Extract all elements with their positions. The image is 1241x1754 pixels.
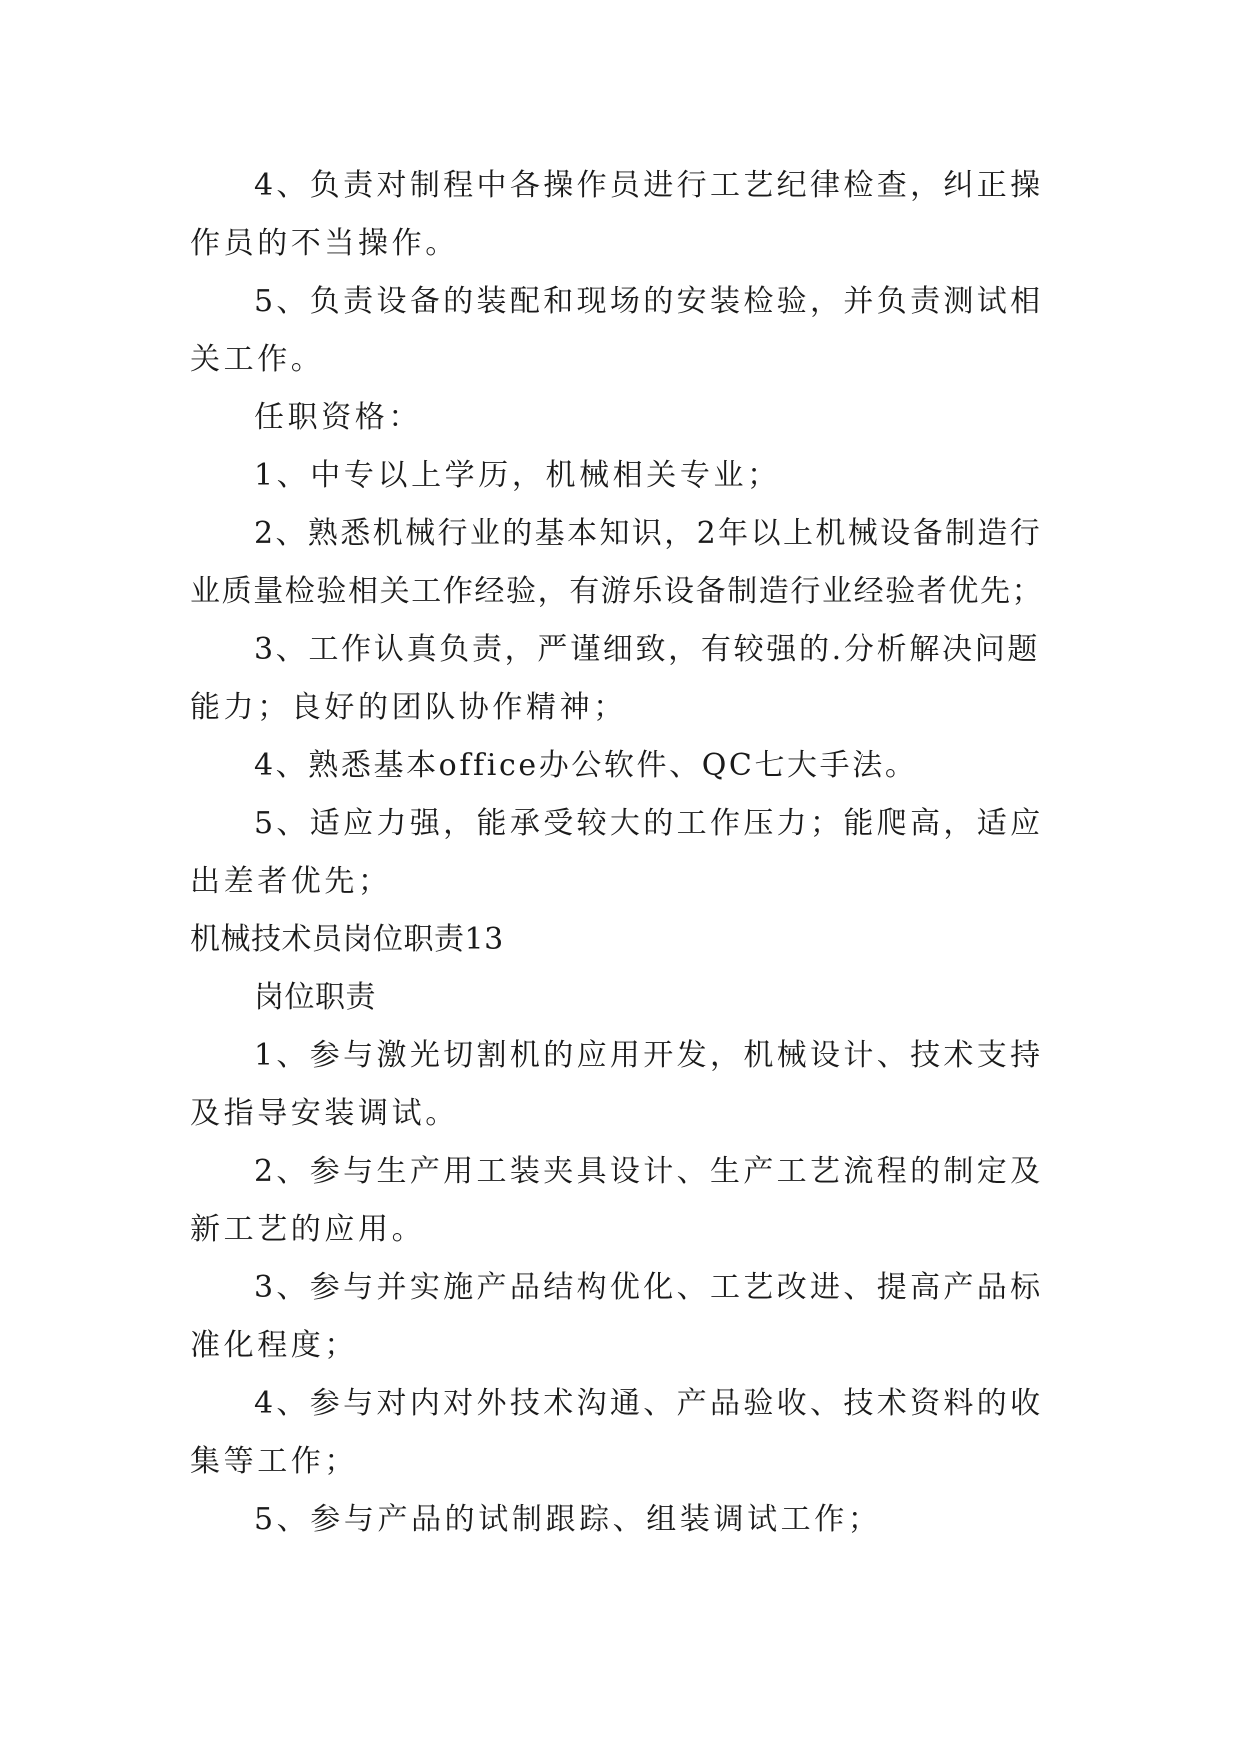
paragraph-line: 集等工作； [190, 1444, 358, 1479]
paragraph-line: 5、适应力强，能承受较大的工作压力；能爬高，适应 [254, 806, 1044, 841]
section-title: 机械技术员岗位职责13 [190, 922, 504, 957]
paragraph-line: 业质量检验相关工作经验，有游乐设备制造行业经验者优先； [190, 574, 1044, 609]
section-heading-duties: 岗位职责 [254, 980, 376, 1015]
paragraph-line: 1、参与激光切割机的应用开发，机械设计、技术支持 [254, 1038, 1044, 1073]
paragraph-line: 3、工作认真负责，严谨细致，有较强的.分析解决问题 [254, 632, 1041, 667]
paragraph-line: 2、参与生产用工装夹具设计、生产工艺流程的制定及 [254, 1154, 1044, 1189]
paragraph-line: 作员的不当操作。 [190, 226, 459, 261]
section-heading-qualifications: 任职资格： [254, 400, 422, 435]
paragraph-line: 新工艺的应用。 [190, 1212, 426, 1247]
paragraph-line: 1、中专以上学历，机械相关专业； [254, 458, 781, 493]
paragraph-line: 准化程度； [190, 1328, 358, 1363]
paragraph-line: 关工作。 [190, 342, 325, 377]
paragraph-line: 4、熟悉基本office办公软件、QC七大手法。 [254, 748, 918, 783]
paragraph-line: 出差者优先； [190, 864, 392, 899]
paragraph-line: 5、参与产品的试制跟踪、组装调试工作； [254, 1502, 882, 1537]
paragraph-line: 3、参与并实施产品结构优化、工艺改进、提高产品标 [254, 1270, 1044, 1305]
paragraph-line: 4、参与对内对外技术沟通、产品验收、技术资料的收 [254, 1386, 1044, 1421]
paragraph-line: 5、负责设备的装配和现场的安装检验，并负责测试相 [254, 284, 1044, 319]
paragraph-line: 能力；良好的团队协作精神； [190, 690, 627, 725]
paragraph-line: 2、熟悉机械行业的基本知识，2年以上机械设备制造行 [254, 516, 1043, 551]
paragraph-line: 4、负责对制程中各操作员进行工艺纪律检查，纠正操 [254, 168, 1044, 203]
paragraph-line: 及指导安装调试。 [190, 1096, 459, 1131]
